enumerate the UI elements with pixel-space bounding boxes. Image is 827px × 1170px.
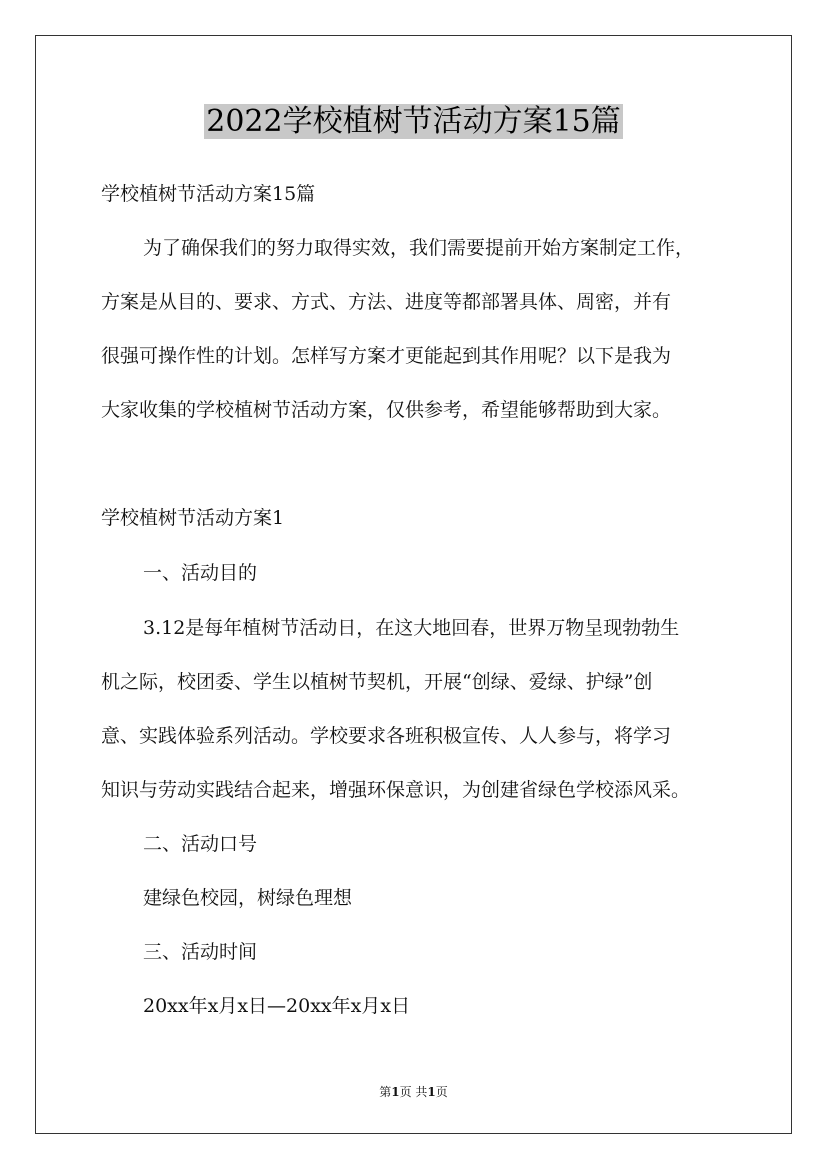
intro-line-1: 为了确保我们的努力取得实效，我们需要提前开始方案制定工作， xyxy=(143,237,695,259)
document-title-text: 2022学校植树节活动方案15篇 xyxy=(206,104,621,139)
footer-suffix: 页 xyxy=(435,1085,448,1099)
purpose-line-3: 意、实践体验系列活动。学校要求各班积极宣传、人人参与，将学习 xyxy=(101,725,672,747)
intro-line-4: 大家收集的学校植树节活动方案，仅供参考，希望能够帮助到大家。 xyxy=(101,399,672,421)
heading-purpose: 一、活动目的 xyxy=(143,562,258,584)
footer-total-pages: 1 xyxy=(427,1085,436,1099)
purpose-line-1: 3.12是每年植树节活动日，在这大地回春，世界万物呈现勃勃生 xyxy=(143,617,680,639)
document-title xyxy=(0,100,827,144)
page-footer xyxy=(0,1084,827,1100)
footer-middle: 页 共 xyxy=(399,1085,428,1099)
section-heading: 学校植树节活动方案1 xyxy=(101,507,285,529)
time-text: 20xx年x月x日—20xx年x月x日 xyxy=(143,995,411,1017)
purpose-line-4: 知识与劳动实践结合起来，增强环保意识，为创建省绿色学校添风采。 xyxy=(101,779,691,801)
slogan-text: 建绿色校园，树绿色理想 xyxy=(143,887,353,909)
heading-time: 三、活动时间 xyxy=(143,941,258,963)
footer-prefix: 第 xyxy=(379,1085,392,1099)
subtitle: 学校植树节活动方案15篇 xyxy=(101,183,316,205)
footer-page-number: 1 xyxy=(391,1085,400,1099)
intro-line-2: 方案是从目的、要求、方式、方法、进度等都部署具体、周密，并有 xyxy=(101,291,672,313)
purpose-line-2: 机之际，校团委、学生以植树节契机，开展“创绿、爱绿、护绿”创 xyxy=(101,671,653,693)
intro-line-3: 很强可操作性的计划。怎样写方案才更能起到其作用呢？以下是我为 xyxy=(101,345,672,367)
heading-slogan: 二、活动口号 xyxy=(143,833,258,855)
